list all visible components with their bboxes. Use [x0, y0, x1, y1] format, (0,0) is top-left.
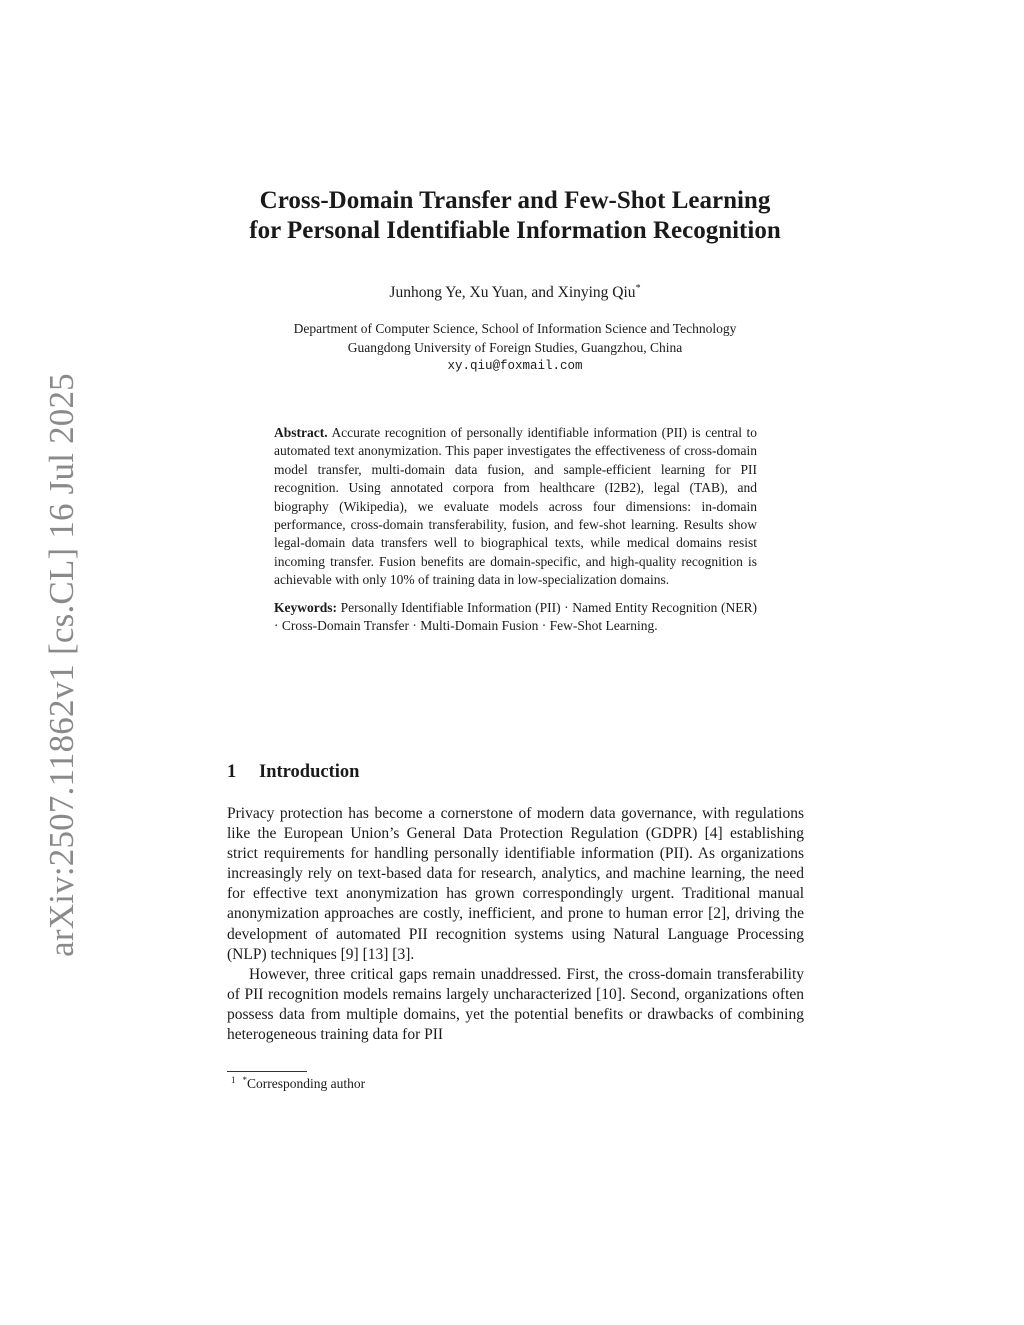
keywords-paragraph	[274, 599, 757, 636]
affiliation-university: Guangdong University of Foreign Studies, Guangzhou, China	[347, 339, 683, 355]
abstract-label: Abstract.	[274, 425, 328, 440]
corresponding-author-mark: *	[635, 283, 641, 294]
section-heading-introduction	[227, 761, 359, 783]
footnote-rule	[227, 1071, 307, 1072]
keywords-label: Keywords:	[274, 599, 337, 615]
footnote-asterisk: *	[242, 1075, 247, 1085]
footnote	[231, 1075, 365, 1093]
footnote-number: 1	[231, 1075, 236, 1085]
introduction-body	[227, 804, 804, 1045]
section-title: Introduction	[259, 762, 360, 782]
author-names: Junhong Ye, Xu Yuan, and Xinying Qiu	[389, 284, 636, 301]
affiliation	[200, 320, 830, 376]
arxiv-identifier[interactable]: arXiv:2507.11862v1 [cs.CL] 16 Jul 2025	[42, 373, 81, 957]
footnote-text: Corresponding author	[247, 1076, 366, 1091]
author-list	[210, 284, 820, 302]
abstract-block	[274, 424, 757, 635]
section-number: 1	[227, 762, 237, 782]
paper-title	[210, 186, 820, 246]
intro-paragraph-2: However, three critical gaps remain unaddressed. First, the cross-domain transferability of PII recognition models remains largely uncharacterized [10]. Second, organizations often possess data from multiple domains, yet the potential benefits or drawbacks of combining heterogeneous training data for PII	[227, 965, 804, 1044]
intro-paragraph-1: Privacy protection has become a cornerstone of modern data governance, with regulations like the European Union’s General Data Protection Regulation (GDPR) [4] establishing strict requirements for handling personally identifiable information (PII). As organizations increasingly rely on text-based data for research, analytics, and machine learning, the need for effective text anonymization has grown correspondingly urgent. Traditional manual anonymization approaches are costly, inefficient, and prone to human error [2], driving the development of automated PII recognition systems using Natural Language Processing (NLP) techniques [9] [13] [3].	[227, 805, 804, 963]
title-line-1: Cross-Domain Transfer and Few-Shot Learning	[259, 187, 771, 214]
affiliation-department: Department of Computer Science, School of Information Science and Technology	[293, 321, 737, 336]
abstract-paragraph	[274, 424, 757, 590]
keywords-text: Personally Identifiable Information (PII) · Named Entity Recognition (NER) · Cross-Domain Transfer · Multi-Domain Fusion · Few-Shot Learning.	[274, 599, 757, 634]
author-email[interactable]: xy.qiu@foxmail.com	[447, 359, 583, 373]
title-line-2: for Personal Identifiable Information Recognition	[249, 217, 781, 244]
abstract-text: Accurate recognition of personally identifiable information (PII) is central to automated text anonymization. This paper investigates the effectiveness of cross-domain model transfer, multi-domain data fusion, and sample-efficient learning for PII recognition. Using annotated corpora from healthcare (I2B2), legal (TAB), and biography (Wikipedia), we evaluate models across four dimensions: in-domain performance, cross-domain transferability, fusion, and few-shot learning. Results show legal-domain data transfers well to biographical texts, while medical domains resist incoming transfer. Fusion benefits are domain-specific, and high-quality recognition is achievable with only 10% of training data in low-specialization domains.	[274, 425, 757, 588]
